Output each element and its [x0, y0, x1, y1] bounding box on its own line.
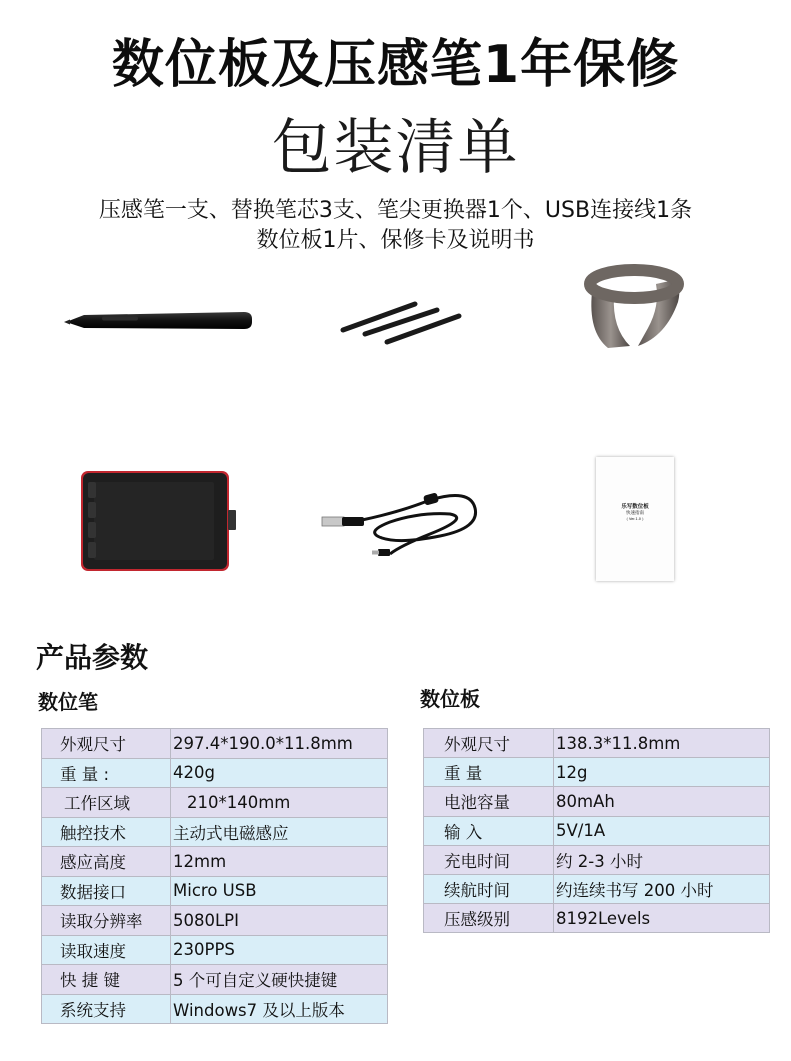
- nib-changer-ring-image: [578, 262, 694, 360]
- table-row: [42, 729, 388, 759]
- table-row: [42, 935, 388, 965]
- spec-value: 约 2-3 小时: [554, 845, 770, 874]
- spec-value: 5 个可自定义硬快捷键: [171, 965, 388, 995]
- guide-title: 乐写数位板: [621, 504, 649, 510]
- spec-key: 读取速度: [42, 935, 171, 965]
- spec-value: 12g: [554, 758, 770, 787]
- quick-guide-booklet: [596, 457, 674, 581]
- spec-value: 210*140mm: [171, 788, 388, 818]
- table-row: [42, 817, 388, 847]
- spec-value: 12mm: [171, 847, 388, 877]
- spec-key: 触控技术: [42, 817, 171, 847]
- table-row: [424, 787, 770, 816]
- spec-key: 压感级别: [424, 904, 554, 933]
- spec-value: 5V/1A: [554, 816, 770, 845]
- package-contents-line-1: 压感笔一支、替换笔芯3支、笔尖更换器1个、USB连接线1条: [98, 198, 693, 223]
- tablet-spec-table: [423, 728, 770, 933]
- spec-key: 重 量 :: [42, 758, 171, 788]
- spec-key: 重 量: [424, 758, 554, 787]
- spec-key: 续航时间: [424, 874, 554, 903]
- spec-value: 5080LPI: [171, 906, 388, 936]
- package-contents: [0, 196, 791, 256]
- tablet-spec-title: 数位板: [420, 687, 480, 711]
- table-row: [424, 729, 770, 758]
- warranty-headline: 数位板及压感笔1年保修: [111, 35, 680, 95]
- table-row: [424, 758, 770, 787]
- package-list-title: 包装清单: [271, 113, 520, 183]
- spec-key: 系统支持: [42, 994, 171, 1024]
- spec-value: 约连续书写 200 小时: [554, 874, 770, 903]
- stylus-pen-image: [62, 300, 257, 340]
- spec-key: 外观尺寸: [424, 729, 554, 758]
- spec-value: 138.3*11.8mm: [554, 729, 770, 758]
- spec-value: 420g: [171, 758, 388, 788]
- table-row: [42, 876, 388, 906]
- replacement-nibs-image: [335, 296, 465, 350]
- spec-key: 数据接口: [42, 876, 171, 906]
- spec-key: 充电时间: [424, 845, 554, 874]
- pen-spec-title: 数位笔: [38, 690, 98, 714]
- spec-value: 80mAh: [554, 787, 770, 816]
- spec-key: 快 捷 键: [42, 965, 171, 995]
- table-row: [42, 965, 388, 995]
- spec-key: 工作区域: [42, 788, 171, 818]
- table-row: [42, 847, 388, 877]
- spec-value: Micro USB: [171, 876, 388, 906]
- table-row: [42, 994, 388, 1024]
- drawing-tablet-image: [80, 470, 240, 572]
- spec-value: 8192Levels: [554, 904, 770, 933]
- spec-key: 读取分辨率: [42, 906, 171, 936]
- guide-subtitle: 快速指南: [626, 511, 644, 516]
- spec-key: 输 入: [424, 816, 554, 845]
- spec-section-title: 产品参数: [36, 641, 149, 674]
- spec-value: Windows7 及以上版本: [171, 994, 388, 1024]
- guide-version: ( Ver.1.0 ): [626, 517, 644, 521]
- spec-value: 297.4*190.0*11.8mm: [171, 729, 388, 759]
- table-row: [424, 904, 770, 933]
- package-contents-line-2: 数位板1片、保修卡及说明书: [256, 228, 535, 253]
- table-row: [42, 906, 388, 936]
- table-row: [424, 816, 770, 845]
- table-row: [424, 874, 770, 903]
- table-row: [42, 758, 388, 788]
- spec-key: 电池容量: [424, 787, 554, 816]
- usb-cable-image: [320, 488, 490, 564]
- table-row: [42, 788, 388, 818]
- table-row: [424, 845, 770, 874]
- spec-key: 感应高度: [42, 847, 171, 877]
- pen-spec-table: [41, 728, 388, 1024]
- spec-key: 外观尺寸: [42, 729, 171, 759]
- spec-value: 主动式电磁感应: [171, 817, 388, 847]
- spec-value: 230PPS: [171, 935, 388, 965]
